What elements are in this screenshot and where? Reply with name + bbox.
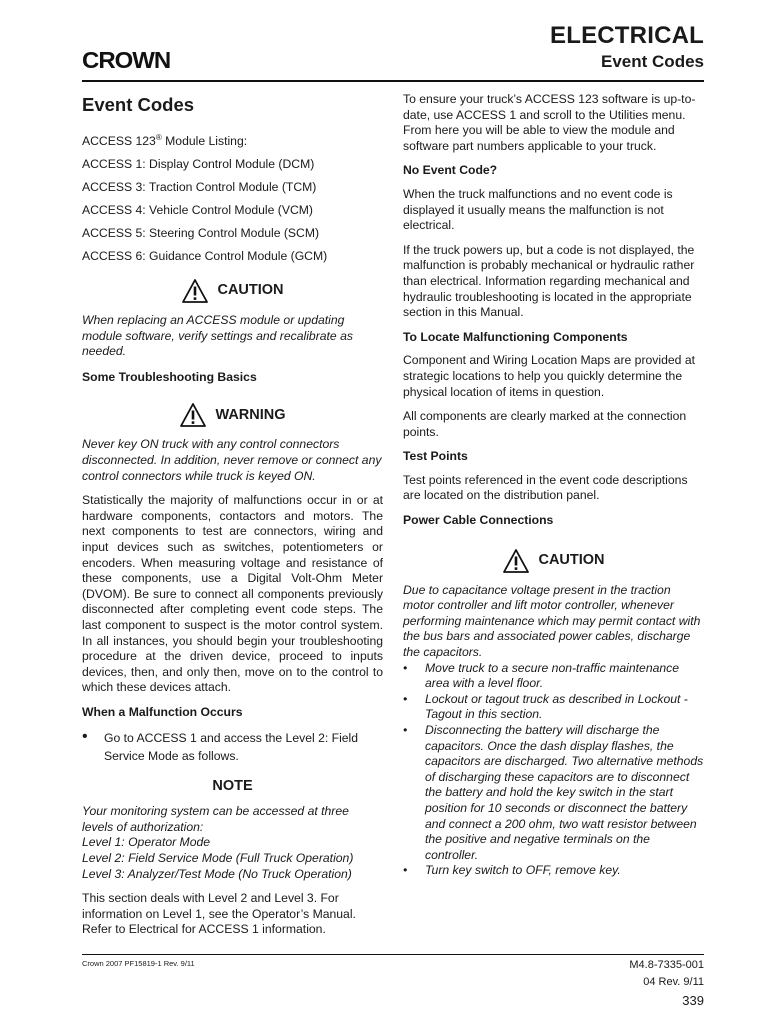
module-item: ACCESS 3: Traction Control Module (TCM): [82, 180, 317, 195]
note-line: Level 3: Analyzer/Test Mode (No Truck Operation): [82, 866, 352, 881]
footer-divider: [82, 954, 704, 955]
test-points-heading: Test Points: [403, 449, 468, 464]
note-text: [82, 804, 383, 882]
marked-paragraph: All components are clearly marked at the connection points.: [403, 409, 687, 439]
no-event-heading: No Event Code?: [403, 163, 498, 178]
warning-label: WARNING: [215, 406, 286, 423]
power-cable-heading: Power Cable Connections: [403, 513, 554, 528]
caution-text: Due to capacitance voltage present in the traction motor controller and lift motor controller, whenever performing maintenance which may permit contact with the bus bars and associated power cables, discharge the capacitors.: [403, 582, 701, 660]
caution-bullet: • Disconnecting the battery will discharge the capacitors. Once the dash display flashes, the capacitors are discharged. Two alternative methods of discharging these capacitors are to disconnect the battery and hold the key switch in the start position for 10 seconds or disconnect the battery and connect a 200 ohm, two watt resistor between the positive and negative terminals on the controller.: [403, 723, 704, 862]
note-line: Level 1: Operator Mode: [82, 835, 211, 850]
statistics-paragraph: Statistically the majority of malfunctions occur in or at hardware components, contactors and motors. The next components to test are connectors, wiring and input devices such as switches, potentiometers or encoders. When measuring voltage and resistance of these components, use a Digital Volt-Ohm Meter (DVOM). Be sure to connect all components previously disconnected after completing event code steps. The last component to suspect is the motor control system. In all instances, you should begin your troubleshooting procedure at the driven device, proceed to inputs devices, then, and only then, move on to the control to which these devices attach.: [82, 493, 383, 695]
module-item: ACCESS 5: Steering Control Module (SCM): [82, 226, 320, 241]
module-listing-label: ACCESS 123® Module Listing:: [82, 133, 248, 149]
warning-triangle-icon: [502, 548, 530, 574]
malfunction-heading: When a Malfunction Occurs: [82, 704, 243, 719]
caution-banner: [403, 547, 704, 575]
module-item: ACCESS 6: Guidance Control Module (GCM): [82, 249, 328, 264]
caution-text: When replacing an ACCESS module or updating module software, verify settings and recalibrate as needed.: [82, 313, 353, 359]
section-scope-paragraph: This section deals with Level 2 and Level 3. For information on Level 1, see the Operator’s Manual. Refer to Electrical for ACCESS 1 information.: [82, 891, 356, 937]
malfunction-bullet: • Go to ACCESS 1 and access the Level 2: Field Service Mode as follows.: [82, 727, 359, 763]
crown-logo: [82, 50, 186, 72]
section-title: ELECTRICAL: [550, 22, 704, 49]
locate-paragraph: Component and Wiring Location Maps are provided at strategic locations to help you quickly determine the physical location of items in question.: [403, 353, 695, 399]
warning-banner: [82, 401, 383, 429]
section-subtitle: Event Codes: [601, 52, 704, 71]
note-line: Level 2: Field Service Mode (Full Truck Operation): [82, 850, 354, 865]
module-item: ACCESS 1: Display Control Module (DCM): [82, 157, 315, 172]
no-event-paragraph: When the truck malfunctions and no event code is displayed it usually means the malfunction is not electrical.: [403, 186, 673, 233]
header-divider: [82, 80, 704, 82]
left-column: [82, 92, 383, 945]
page-title: Event Codes: [82, 94, 195, 115]
caution-bullet: • Move truck to a secure non-traffic maintenance area with a level floor.: [403, 660, 680, 691]
module-item: ACCESS 4: Vehicle Control Module (VCM): [82, 203, 313, 218]
caution-label: CAUTION: [538, 551, 605, 568]
caution-label: CAUTION: [217, 282, 284, 299]
page-number: 339: [682, 993, 704, 1008]
test-points-paragraph: Test points referenced in the event code descriptions are located on the distribution panel.: [403, 472, 688, 503]
note-heading: NOTE: [212, 777, 253, 794]
module-list: [82, 130, 383, 264]
bullet-dot-icon: •: [82, 727, 88, 745]
warning-triangle-icon: [181, 278, 209, 304]
footer-doc-number: M4.8-7335-001: [629, 959, 704, 971]
footer-copyright: Crown 2007 PF15819-1 Rev. 9/11: [82, 959, 195, 968]
note-line: Your monitoring system can be accessed at three levels of authorization:: [82, 804, 349, 834]
brand-wordmark: CROWN: [82, 50, 171, 72]
warning-text: Never key ON truck with any control connectors disconnected. In addition, never remove or connect any control connectors while truck is keyed ON.: [82, 437, 382, 483]
intro-paragraph: To ensure your truck’s ACCESS 123 software is up-to-date, use ACCESS 1 and scroll to the Utilities menu. From here you will be able to view the module and software part numbers applicable to your truck.: [403, 92, 696, 153]
troubleshooting-heading: Some Troubleshooting Basics: [82, 369, 257, 384]
powers-up-paragraph: If the truck powers up, but a code is not displayed, the malfunction is probably mechanical or hydraulic rather than electrical. Information regarding mechanical and hydraulic troubleshooting is located in the appropriate section in this Manual.: [403, 242, 695, 320]
caution-body: [403, 583, 704, 879]
caution-bullet: • Turn key switch to OFF, remove key.: [403, 863, 621, 878]
footer-revision: 04 Rev. 9/11: [643, 976, 704, 988]
caution-banner: [82, 277, 383, 305]
locate-heading: To Locate Malfunctioning Components: [403, 329, 628, 344]
right-column: [403, 92, 704, 879]
caution-bullet: • Lockout or tagout truck as described in Lockout - Tagout in this section.: [403, 691, 688, 722]
warning-triangle-icon: [179, 402, 207, 428]
